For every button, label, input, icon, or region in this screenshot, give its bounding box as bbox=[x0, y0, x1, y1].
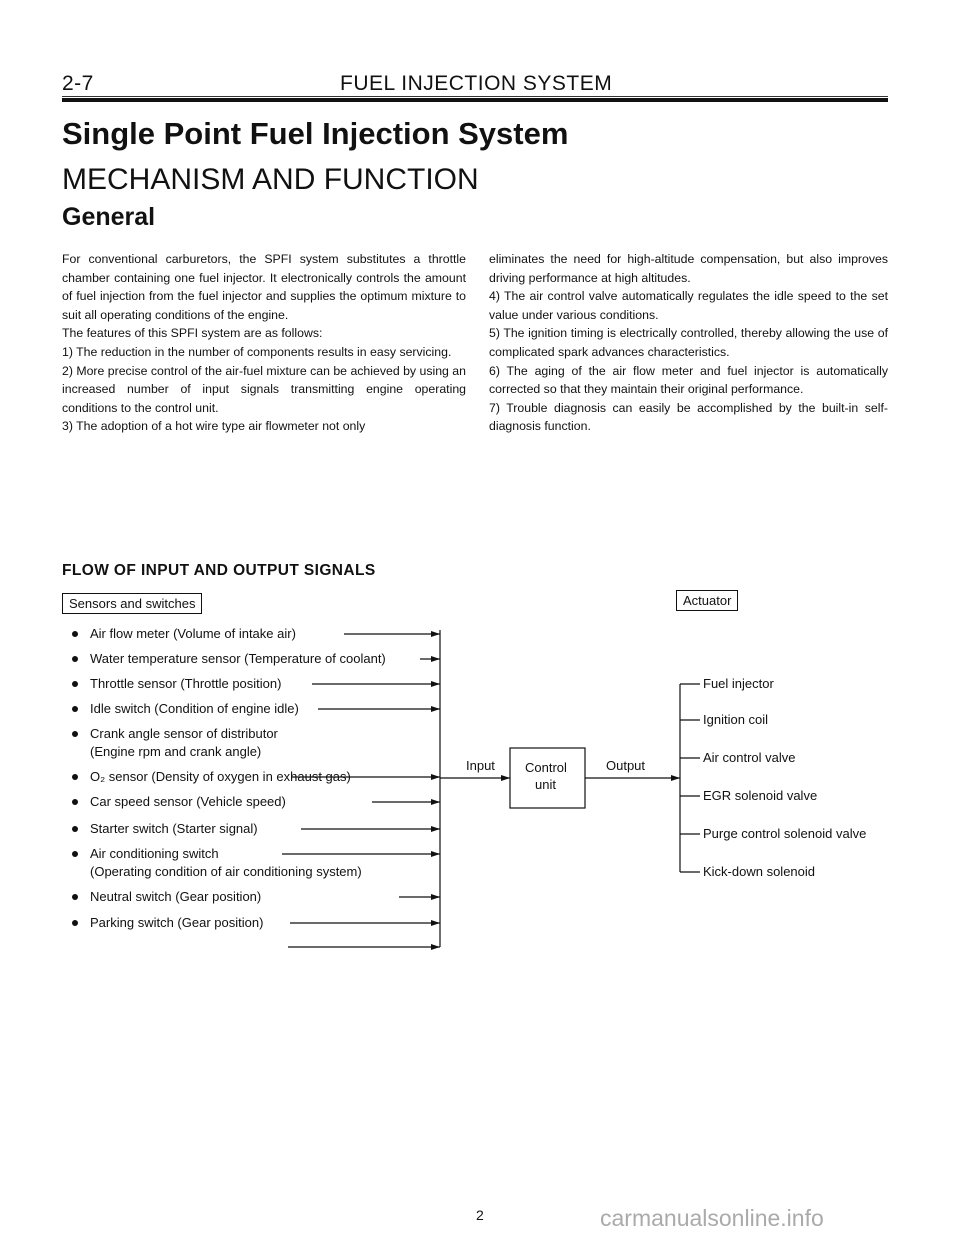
chapter-title: FUEL INJECTION SYSTEM bbox=[340, 72, 613, 95]
input-item: Throttle sensor (Throttle position) bbox=[72, 676, 281, 692]
input-item: Crank angle sensor of distributor bbox=[72, 726, 278, 742]
bullet-icon bbox=[72, 894, 78, 900]
section-heading: General bbox=[62, 203, 156, 231]
page-subtitle: MECHANISM AND FUNCTION bbox=[62, 163, 479, 196]
arrowhead bbox=[431, 894, 440, 900]
actuator-item: Kick-down solenoid bbox=[703, 864, 816, 879]
input-item: Air conditioning switch bbox=[72, 846, 219, 862]
page-number: 2 bbox=[476, 1207, 484, 1223]
input-item: Idle switch (Condition of engine idle) bbox=[72, 701, 299, 717]
arrowhead bbox=[431, 656, 440, 662]
control-unit-line2: unit bbox=[535, 777, 556, 792]
output-label: Output bbox=[606, 758, 646, 773]
arrowhead bbox=[671, 775, 680, 781]
paragraph: 6) The aging of the air flow meter and fuel injector is automatically corrected so that they maintain their original performance. bbox=[489, 363, 888, 397]
arrowhead bbox=[431, 799, 440, 805]
actuator-item: Fuel injector bbox=[703, 676, 774, 691]
arrowhead bbox=[431, 706, 440, 712]
bullet-icon bbox=[72, 920, 78, 926]
bullet-icon bbox=[72, 774, 78, 780]
actuator-box: Actuator bbox=[676, 590, 738, 611]
arrowhead bbox=[501, 775, 510, 781]
sensors-box: Sensors and switches bbox=[62, 593, 202, 614]
bullet-icon bbox=[72, 706, 78, 712]
arrowhead bbox=[431, 944, 440, 950]
input-item: Water temperature sensor (Temperature of coolant) bbox=[72, 651, 386, 667]
input-item-continued: (Engine rpm and crank angle) bbox=[90, 744, 262, 759]
bullet-icon bbox=[72, 656, 78, 662]
paragraph: 5) The ignition timing is electrically controlled, thereby allowing the use of complicated spark advances characteristics. bbox=[489, 326, 888, 359]
paragraph: 7) Trouble diagnosis can easily be accomplished by the built-in self-diagnosis function. bbox=[489, 400, 888, 434]
bullet-icon bbox=[72, 799, 78, 805]
control-unit-line1: Control bbox=[525, 760, 567, 775]
paragraph: eliminates the need for high-altitude compensation, but also improves driving performance at high altitudes. bbox=[489, 252, 888, 285]
paragraph: For conventional carburetors, the SPFI system substitutes a throttle chamber containing one fuel injector. It electronically controls the amount of fuel injection from the fuel injector and supplies the optimum mixture to suit all operating conditions of the engine. bbox=[62, 252, 466, 322]
paragraph: 4) The air control valve automatically regulates the idle speed to the set value under various conditions. bbox=[489, 289, 888, 322]
bullet-icon bbox=[72, 731, 78, 737]
actuator-item: EGR solenoid valve bbox=[703, 788, 818, 803]
actuator-item: Air control valve bbox=[703, 750, 796, 765]
input-item-continued: (Operating condition of air conditioning system) bbox=[90, 864, 362, 879]
actuator-item: Ignition coil bbox=[703, 712, 769, 727]
arrowhead bbox=[431, 920, 440, 926]
bullet-icon bbox=[72, 631, 78, 637]
paragraph: 2) More precise control of the air-fuel mixture can be achieved by using an increased number of input signals transmitting engine operating conditions to the control unit. bbox=[62, 363, 466, 415]
input-item: Parking switch (Gear position) bbox=[72, 915, 263, 931]
bullet-icon bbox=[72, 851, 78, 857]
input-item: Car speed sensor (Vehicle speed) bbox=[72, 794, 286, 810]
input-item: Air flow meter (Volume of intake air) bbox=[72, 626, 296, 642]
actuator-item: Purge control solenoid valve bbox=[703, 826, 867, 841]
input-label: Input bbox=[466, 758, 495, 773]
section-number: 2-7 bbox=[62, 72, 94, 95]
paragraph: 3) The adoption of a hot wire type air flowmeter not only bbox=[62, 419, 366, 434]
bullet-icon bbox=[72, 681, 78, 687]
paragraph: 1) The reduction in the number of components results in easy servicing. bbox=[62, 344, 452, 359]
paragraph: The features of this SPFI system are as follows: bbox=[62, 326, 323, 341]
input-item: O₂ sensor (Density of oxygen in exhaust gas) bbox=[72, 769, 351, 785]
arrowhead bbox=[431, 851, 440, 857]
page-title: Single Point Fuel Injection System bbox=[62, 116, 569, 151]
input-item: Starter switch (Starter signal) bbox=[72, 821, 258, 837]
arrowhead bbox=[431, 774, 440, 780]
input-item: Neutral switch (Gear position) bbox=[72, 889, 261, 905]
arrowhead bbox=[431, 681, 440, 687]
watermark: carmanualsonline.info bbox=[600, 1205, 824, 1231]
bullet-icon bbox=[72, 826, 78, 832]
arrowhead bbox=[431, 826, 440, 832]
flow-title: FLOW OF INPUT AND OUTPUT SIGNALS bbox=[62, 562, 376, 579]
arrowhead bbox=[431, 631, 440, 637]
